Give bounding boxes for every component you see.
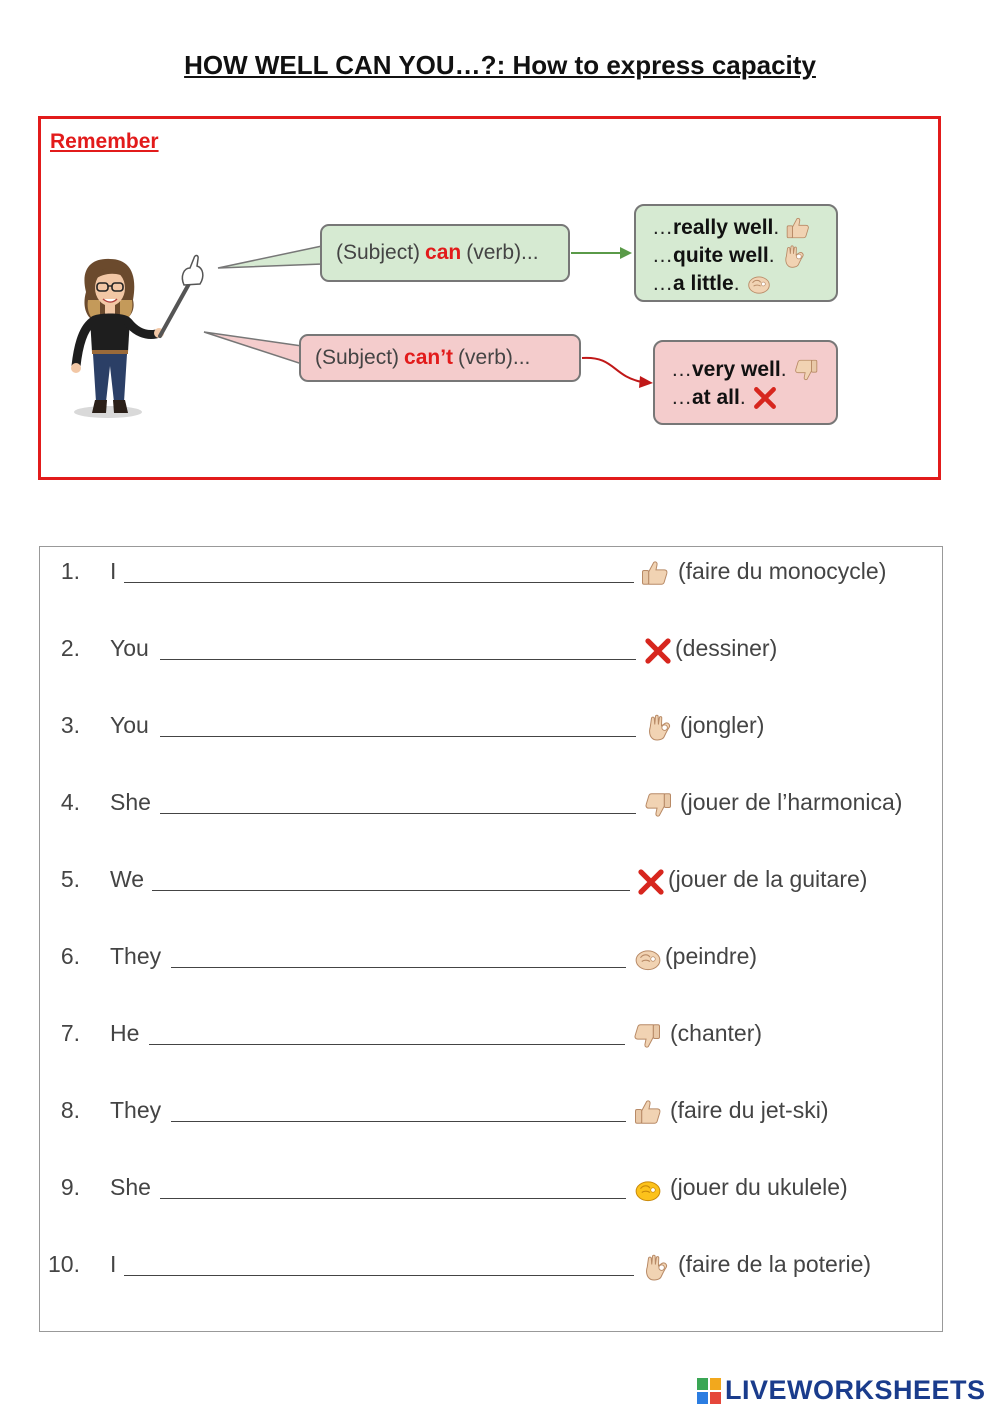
exercise-number: 8. [60,1097,80,1123]
cant-option: …very well. [671,356,836,384]
cant-option: …at all. [671,384,836,412]
thumbs-up-icon [785,215,811,241]
exercise-hint: (chanter) [670,1020,763,1046]
exercise-row [0,1174,1000,1214]
exercise-hint: (faire du monocycle) [678,558,887,584]
thumbs-up-icon [633,1097,663,1127]
exercise-subject: You [110,712,149,738]
can-option: …a little. [652,270,836,298]
cant-bubble-subject: (Subject) [315,346,400,369]
answer-blank[interactable] [171,1121,626,1122]
exercise-subject: I [110,558,117,584]
can-keyword: can [425,241,462,264]
thumbs-up-icon [640,558,670,588]
answer-blank[interactable] [160,1198,626,1199]
thumbs-down-icon [643,790,673,820]
exercise-subject: I [110,1251,117,1277]
exercise-row [0,712,1000,752]
exercise-number: 4. [60,789,80,815]
answer-blank[interactable] [149,1044,625,1045]
exercise-hint: (jouer de l’harmonica) [680,789,903,815]
answer-blank[interactable] [160,659,636,660]
can-option: …really well. [652,214,836,242]
can-bubble-subject: (Subject) [336,241,421,264]
exercise-row [0,635,1000,675]
cant-keyword: can’t [404,346,454,369]
exercise-number: 6. [60,943,80,969]
exercise-subject: We [110,866,145,892]
exercise-hint: (jongler) [680,712,765,738]
answer-blank[interactable] [160,813,636,814]
remember-label: Remember [50,130,159,153]
exercise-hint: (peindre) [665,943,758,969]
ok-hand-icon [641,1252,671,1282]
cross-icon [643,636,673,666]
cross-icon [636,867,666,897]
cant-options-box [653,340,838,425]
thumbs-down-icon [632,1021,662,1051]
answer-blank[interactable] [152,890,630,891]
exercise-row [0,943,1000,983]
exercise-hint: (jouer du ukulele) [670,1174,848,1200]
exercise-row [0,1251,1000,1291]
exercise-subject: He [110,1020,140,1046]
exercise-number: 9. [60,1174,80,1200]
can-options-box [634,204,838,302]
footer-brand: LIVEWORKSHEETS [725,1375,986,1405]
pinch-icon [746,271,772,297]
pinch-icon [633,944,663,974]
cant-bubble [299,334,581,382]
exercise-subject: They [110,943,162,969]
can-option: …quite well. [652,242,836,270]
answer-blank[interactable] [124,1275,634,1276]
exercise-number: 1. [60,558,80,584]
can-bubble [320,224,570,282]
exercise-number: 3. [60,712,80,738]
answer-blank[interactable] [124,582,634,583]
ok-hand-icon [644,712,674,742]
footer-logo [697,1375,986,1406]
answer-blank[interactable] [171,967,626,968]
exercise-hint: (dessiner) [675,635,778,661]
can-bubble-tail [218,246,322,268]
exercise-subject: She [110,1174,151,1200]
exercise-hint: (faire du jet-ski) [670,1097,829,1123]
pinch-icon [633,1175,663,1205]
exercise-row [0,789,1000,829]
exercise-row [0,1020,1000,1060]
liveworksheets-logo-icon [697,1378,721,1404]
cant-bubble-verb: (verb)... [458,346,531,369]
page-title: HOW WELL CAN YOU…?: How to express capacity [184,50,816,80]
exercise-subject: She [110,789,151,815]
exercise-hint: (jouer de la guitare) [668,866,868,892]
exercise-number: 7. [60,1020,80,1046]
exercise-number: 2. [60,635,80,661]
answer-blank[interactable] [160,736,636,737]
exercise-row [0,1097,1000,1137]
cross-icon [752,385,778,411]
exercise-number: 10. [48,1251,80,1277]
can-bubble-verb: (verb)... [466,241,539,264]
thumbs-down-icon [793,357,819,383]
exercise-number: 5. [60,866,80,892]
exercise-hint: (faire de la poterie) [678,1251,872,1277]
cant-bubble-tail [204,332,302,364]
cant-arrow [582,358,642,382]
exercise-row [0,866,1000,906]
ok-hand-icon [781,243,807,269]
exercise-subject: They [110,1097,162,1123]
exercise-subject: You [110,635,149,661]
exercise-row [0,558,1000,598]
teacher-avatar-icon [71,255,203,418]
